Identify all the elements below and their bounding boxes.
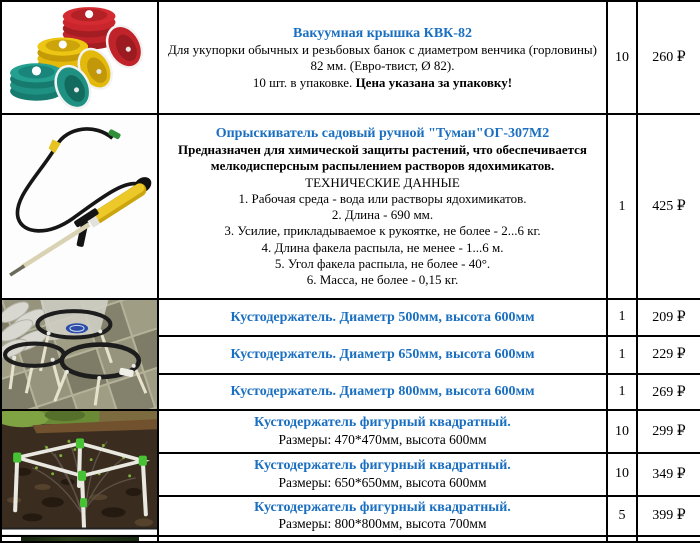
product-description	[158, 496, 607, 536]
product-row	[1, 114, 700, 298]
product-title: Опрыскиватель садовый ручной "Туман"ОГ-307М2	[215, 125, 550, 141]
product-description	[158, 453, 607, 496]
product-title: Кустодержатель. Диаметр 650мм, высота 600мм	[230, 347, 535, 363]
spec-line: 4. Длина факела распыла, не менее - 1...6 м.	[261, 239, 504, 255]
spec-line: 3. Усилие, прикладываемое к рукоятке, не более - 2...6 кг.	[224, 223, 541, 239]
spec-line: 1. Рабочая среда - вода или растворы ядохимикатов.	[238, 190, 527, 206]
partial-row	[1, 536, 700, 542]
product-title: Вакуумная крышка КВК-82	[293, 25, 472, 41]
square-bush-holder-photo	[2, 411, 157, 535]
product-photo-cell	[1, 114, 158, 298]
product-photo-cell	[1, 299, 158, 410]
quantity-cell: 1	[607, 374, 637, 410]
price-cell: 260 ₽	[637, 1, 700, 114]
price-cell: 269 ₽	[637, 374, 700, 410]
price-cell: 349 ₽	[637, 453, 700, 496]
hand-sprayer-photo	[2, 115, 157, 297]
product-description	[158, 336, 607, 374]
pack-note-bold: Цена указана за упаковку!	[355, 74, 513, 90]
product-row	[1, 410, 700, 453]
quantity-cell: 1	[607, 299, 637, 336]
ring-bush-holders-photo	[2, 300, 157, 409]
product-title: Кустодержатель фигурный квадратный.	[254, 499, 511, 515]
product-intro: Предназначен для химической защиты растений, что обеспечивается мелкодисперсным распылением растворов ядохимикатов.	[178, 142, 587, 174]
product-photo-cell	[1, 410, 158, 536]
price-cell: 209 ₽	[637, 299, 700, 336]
quantity-cell: 1	[607, 336, 637, 374]
spec-line: 5. Угол факела распыла, не более - 40°.	[274, 255, 491, 271]
product-row	[1, 1, 700, 114]
product-desc-text: Для укупорки обычных и резьбовых банок с диаметром венчика (горловины) 82 мм. (Евро-твист, Ø 82).	[168, 42, 597, 74]
product-photo-cell	[1, 536, 158, 542]
quantity-cell: 5	[607, 496, 637, 536]
product-row	[1, 299, 700, 336]
product-description	[158, 114, 607, 298]
product-size: Размеры: 650*650мм, высота 600мм	[278, 474, 487, 490]
product-size: Размеры: 800*800мм, высота 700мм	[278, 516, 487, 532]
quantity-cell: 1	[607, 114, 637, 298]
product-description	[158, 410, 607, 453]
product-size: Размеры: 470*470мм, высота 600мм	[278, 431, 487, 447]
tech-data-header: ТЕХНИЧЕСКИЕ ДАННЫЕ	[305, 174, 460, 190]
price-cell: 229 ₽	[637, 336, 700, 374]
product-title: Кустодержатель фигурный квадратный.	[254, 415, 511, 431]
quantity-cell	[607, 536, 637, 542]
spec-line: 2. Длина - 690 мм.	[331, 207, 434, 223]
price-cell: 425 ₽	[637, 114, 700, 298]
price-cell: 399 ₽	[637, 496, 700, 536]
product-title: Кустодержатель. Диаметр 800мм, высота 600мм	[230, 384, 535, 400]
product-description	[158, 374, 607, 410]
product-description	[158, 1, 607, 114]
product-photo-cell	[1, 1, 158, 114]
price-cell	[637, 536, 700, 542]
product-title: Кустодержатель фигурный квадратный.	[254, 458, 511, 474]
quantity-cell: 10	[607, 453, 637, 496]
price-cell: 299 ₽	[637, 410, 700, 453]
product-description	[158, 536, 607, 542]
product-description	[158, 299, 607, 336]
spec-line: 6. Масса, не более - 0,15 кг.	[306, 272, 459, 288]
vacuum-caps-photo	[2, 2, 157, 113]
pack-note: 10 шт. в упаковке.	[252, 74, 353, 90]
product-title: Кустодержатель. Диаметр 500мм, высота 600мм	[230, 309, 535, 325]
quantity-cell: 10	[607, 410, 637, 453]
next-product-photo-sliver	[21, 537, 139, 541]
quantity-cell: 10	[607, 1, 637, 114]
